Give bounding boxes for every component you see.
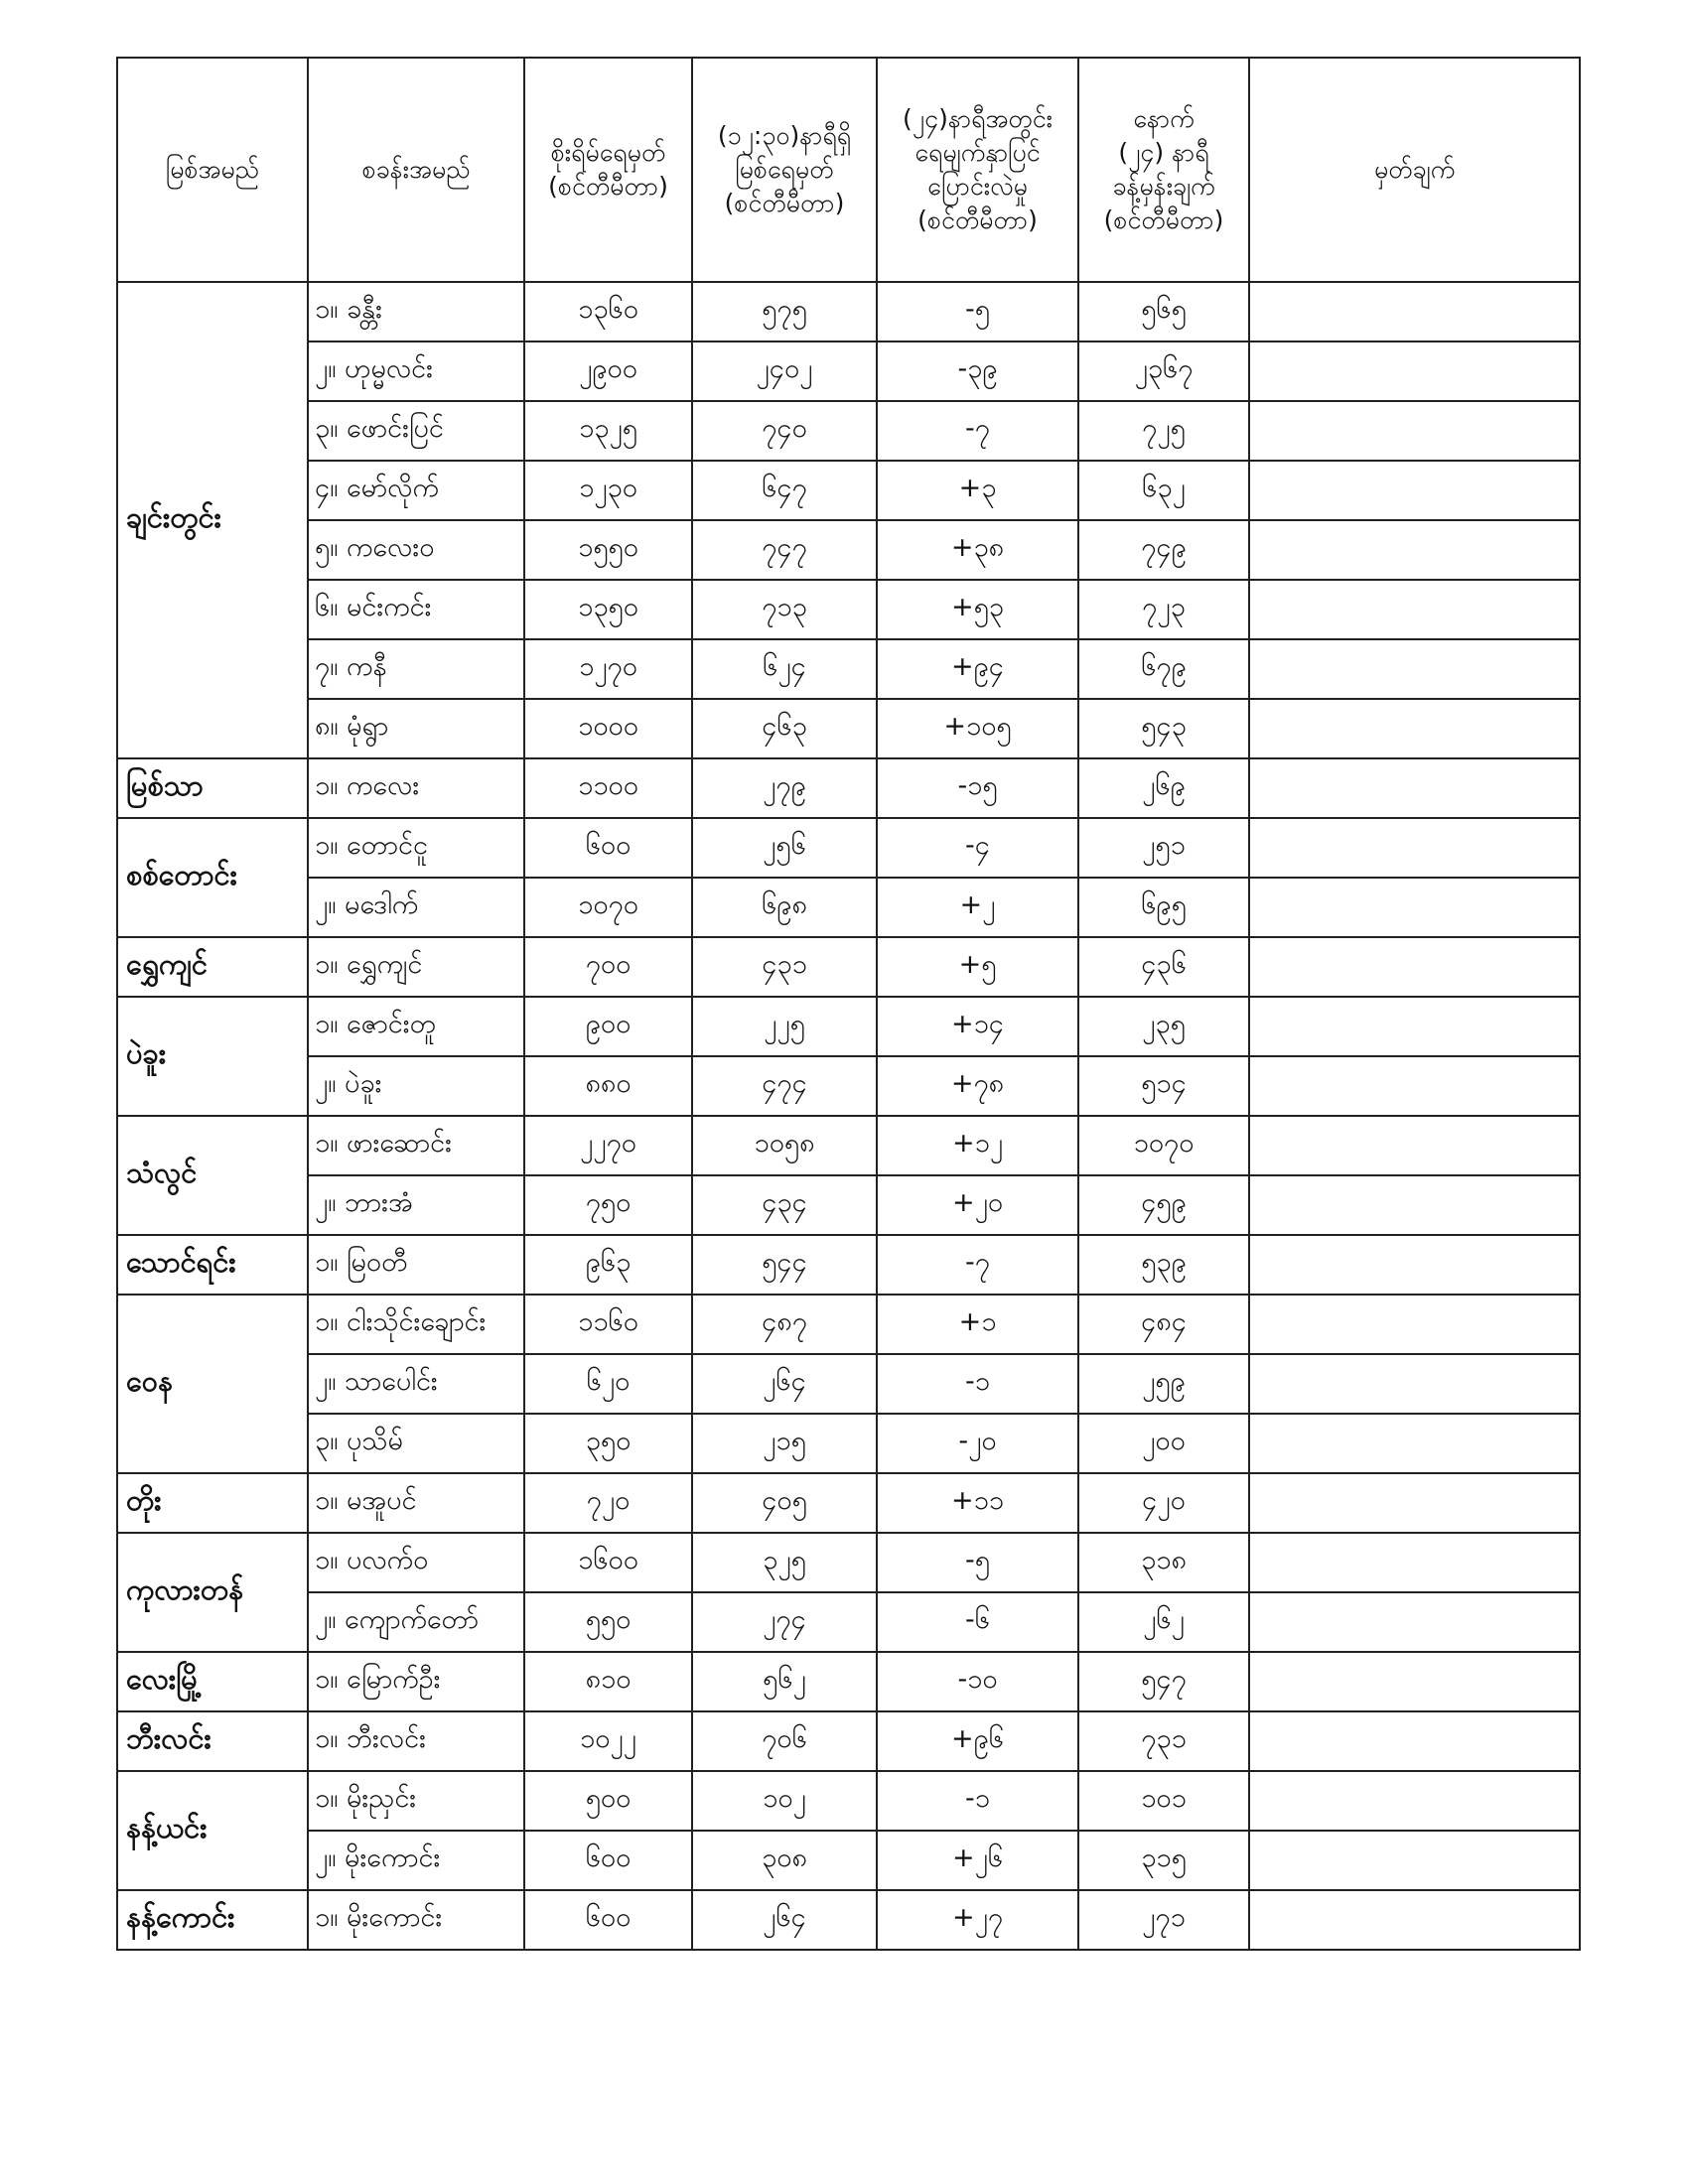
danger-level-cell: ၁၃၆၀ [524, 282, 692, 341]
table-row [117, 461, 1580, 520]
change-cell: +၁ [877, 1295, 1078, 1354]
forecast-cell: ၆၃၂ [1078, 461, 1249, 520]
header-station: စခန်းအမည် [308, 58, 524, 282]
table-row [117, 282, 1580, 341]
station-name-cell: ၁။ ကလေး [308, 758, 524, 818]
remarks-cell [1249, 1652, 1580, 1711]
danger-level-cell: ၉၆၃ [524, 1235, 692, 1295]
current-level-cell: ၂၇၉ [692, 758, 877, 818]
remarks-cell [1249, 1890, 1580, 1950]
remarks-cell [1249, 580, 1580, 639]
remarks-cell [1249, 1414, 1580, 1473]
forecast-cell: ၇၃၁ [1078, 1711, 1249, 1771]
remarks-cell [1249, 1175, 1580, 1235]
remarks-cell [1249, 1533, 1580, 1592]
forecast-cell: ၂၇၁ [1078, 1890, 1249, 1950]
change-cell: +၉၄ [877, 639, 1078, 699]
current-level-cell: ၇၄၇ [692, 520, 877, 580]
current-level-cell: ၄၈၇ [692, 1295, 877, 1354]
station-name-cell: ၁။ ပလက်ဝ [308, 1533, 524, 1592]
remarks-cell [1249, 1771, 1580, 1831]
header-remarks: မှတ်ချက် [1249, 58, 1580, 282]
change-cell: -၂၀ [877, 1414, 1078, 1473]
table-row [117, 1473, 1580, 1533]
table-row [117, 580, 1580, 639]
station-name-cell: ၁။ ရွှေကျင် [308, 937, 524, 997]
forecast-cell: ၃၁၅ [1078, 1831, 1249, 1890]
danger-level-cell: ၅၅၀ [524, 1592, 692, 1652]
current-level-cell: ၂၁၅ [692, 1414, 877, 1473]
table-row [117, 1354, 1580, 1414]
header-24h-change: (၂၄)နာရီအတွင်း ရေမျက်နှာပြင် ပြောင်းလဲမှု (စင်တီမီတာ) [877, 58, 1078, 282]
change-cell: +၉၆ [877, 1711, 1078, 1771]
forecast-cell: ၃၁၈ [1078, 1533, 1249, 1592]
remarks-cell [1249, 401, 1580, 461]
table-row [117, 1175, 1580, 1235]
remarks-cell [1249, 341, 1580, 401]
current-level-cell: ၂၄၀၂ [692, 341, 877, 401]
forecast-cell: ၂၀၀ [1078, 1414, 1249, 1473]
remarks-cell [1249, 699, 1580, 758]
current-level-cell: ၂၇၄ [692, 1592, 877, 1652]
current-level-cell: ၆၄၇ [692, 461, 877, 520]
danger-level-cell: ၁၁၆၀ [524, 1295, 692, 1354]
table-row [117, 1831, 1580, 1890]
station-name-cell: ၂။ မဒေါက် [308, 878, 524, 937]
river-name-cell: ပဲခူး [117, 997, 308, 1116]
danger-level-cell: ၁၂၇၀ [524, 639, 692, 699]
change-cell: -၅ [877, 282, 1078, 341]
forecast-cell: ၅၄၇ [1078, 1652, 1249, 1711]
river-name-cell: မြစ်သာ [117, 758, 308, 818]
change-cell: +၅၃ [877, 580, 1078, 639]
current-level-cell: ၆၂၄ [692, 639, 877, 699]
header-forecast: နောက် (၂၄) နာရီ ခန့်မှန်းချက် (စင်တီမီတာ) [1078, 58, 1249, 282]
danger-level-cell: ၁၀၂၂ [524, 1711, 692, 1771]
forecast-cell: ၅၆၅ [1078, 282, 1249, 341]
forecast-cell: ၅၄၃ [1078, 699, 1249, 758]
change-cell: -၆ [877, 1592, 1078, 1652]
forecast-cell: ၆၇၉ [1078, 639, 1249, 699]
danger-level-cell: ၇၅၀ [524, 1175, 692, 1235]
danger-level-cell: ၁၂၃၀ [524, 461, 692, 520]
change-cell: -၁ [877, 1771, 1078, 1831]
current-level-cell: ၅၇၅ [692, 282, 877, 341]
table-row [117, 1414, 1580, 1473]
header-row [117, 58, 1580, 282]
table-row [117, 1235, 1580, 1295]
current-level-cell: ၂၅၆ [692, 818, 877, 878]
table-row [117, 818, 1580, 878]
current-level-cell: ၄၆၃ [692, 699, 877, 758]
station-name-cell: ၁။ ဖားဆောင်း [308, 1116, 524, 1175]
table-row [117, 1652, 1580, 1711]
danger-level-cell: ၇၂၀ [524, 1473, 692, 1533]
table-row [117, 758, 1580, 818]
danger-level-cell: ၈၁၀ [524, 1652, 692, 1711]
forecast-cell: ၂၃၆၇ [1078, 341, 1249, 401]
change-cell: -၅ [877, 1533, 1078, 1592]
table-row [117, 1890, 1580, 1950]
remarks-cell [1249, 1711, 1580, 1771]
table-row [117, 878, 1580, 937]
table-row [117, 699, 1580, 758]
danger-level-cell: ၃၅၀ [524, 1414, 692, 1473]
remarks-cell [1249, 1295, 1580, 1354]
change-cell: -၇ [877, 1235, 1078, 1295]
forecast-cell: ၄၃၆ [1078, 937, 1249, 997]
forecast-cell: ၁၀၇၀ [1078, 1116, 1249, 1175]
current-level-cell: ၆၉၈ [692, 878, 877, 937]
remarks-cell [1249, 937, 1580, 997]
current-level-cell: ၁၀၂ [692, 1771, 877, 1831]
danger-level-cell: ၁၁၀၀ [524, 758, 692, 818]
station-name-cell: ၅။ ကလေးဝ [308, 520, 524, 580]
change-cell: +၂၆ [877, 1831, 1078, 1890]
change-cell: +၃၈ [877, 520, 1078, 580]
change-cell: -၃၉ [877, 341, 1078, 401]
station-name-cell: ၁။ မိုးကောင်း [308, 1890, 524, 1950]
station-name-cell: ၁။ ဘီးလင်း [308, 1711, 524, 1771]
forecast-cell: ၄၂၀ [1078, 1473, 1249, 1533]
danger-level-cell: ၁၅၅၀ [524, 520, 692, 580]
danger-level-cell: ၁၃၅၀ [524, 580, 692, 639]
danger-level-cell: ၆၀၀ [524, 818, 692, 878]
forecast-cell: ၄၈၄ [1078, 1295, 1249, 1354]
river-name-cell: ဘီးလင်း [117, 1711, 308, 1771]
remarks-cell [1249, 878, 1580, 937]
table-row [117, 1116, 1580, 1175]
current-level-cell: ၄၀၅ [692, 1473, 877, 1533]
current-level-cell: ၁၀၅၈ [692, 1116, 877, 1175]
forecast-cell: ၄၅၉ [1078, 1175, 1249, 1235]
remarks-cell [1249, 1354, 1580, 1414]
table-row [117, 1295, 1580, 1354]
forecast-cell: ၅၃၉ [1078, 1235, 1249, 1295]
table-row [117, 1771, 1580, 1831]
river-name-cell: သံလွင် [117, 1116, 308, 1235]
table-row [117, 341, 1580, 401]
forecast-cell: ၂၃၅ [1078, 997, 1249, 1056]
danger-level-cell: ၁၆၀၀ [524, 1533, 692, 1592]
table-row [117, 1592, 1580, 1652]
current-level-cell: ၄၇၄ [692, 1056, 877, 1116]
river-name-cell: နန့်ယင်း [117, 1771, 308, 1890]
danger-level-cell: ၈၈၀ [524, 1056, 692, 1116]
remarks-cell [1249, 282, 1580, 341]
remarks-cell [1249, 461, 1580, 520]
current-level-cell: ၂၆၄ [692, 1890, 877, 1950]
remarks-cell [1249, 1473, 1580, 1533]
forecast-cell: ၂၅၁ [1078, 818, 1249, 878]
river-name-cell: ကုလားတန် [117, 1533, 308, 1652]
forecast-cell: ၆၉၅ [1078, 878, 1249, 937]
forecast-cell: ၇၂၃ [1078, 580, 1249, 639]
danger-level-cell: ၅၀၀ [524, 1771, 692, 1831]
table-row [117, 520, 1580, 580]
table-row [117, 639, 1580, 699]
forecast-cell: ၁၀၁ [1078, 1771, 1249, 1831]
current-level-cell: ၇၀၆ [692, 1711, 877, 1771]
change-cell: -၄ [877, 818, 1078, 878]
current-level-cell: ၅၆၂ [692, 1652, 877, 1711]
remarks-cell [1249, 639, 1580, 699]
station-name-cell: ၃။ ဖောင်းပြင် [308, 401, 524, 461]
change-cell: +၁၀၅ [877, 699, 1078, 758]
river-name-cell: ဝေန [117, 1295, 308, 1473]
forecast-cell: ၇၄၉ [1078, 520, 1249, 580]
table-row [117, 401, 1580, 461]
change-cell: -၁၀ [877, 1652, 1078, 1711]
current-level-cell: ၄၃၄ [692, 1175, 877, 1235]
station-name-cell: ၂။ ပဲခူး [308, 1056, 524, 1116]
current-level-cell: ၇၁၃ [692, 580, 877, 639]
remarks-cell [1249, 520, 1580, 580]
danger-level-cell: ၆၂၀ [524, 1354, 692, 1414]
danger-level-cell: ၁၀၀၀ [524, 699, 692, 758]
station-name-cell: ၁။ မြဝတီ [308, 1235, 524, 1295]
station-name-cell: ၁။ မအူပင် [308, 1473, 524, 1533]
danger-level-cell: ၇၀၀ [524, 937, 692, 997]
header-river: မြစ်အမည် [117, 58, 308, 282]
station-name-cell: ၁။ ဇောင်းတူ [308, 997, 524, 1056]
station-name-cell: ၁။ မိုးညှင်း [308, 1771, 524, 1831]
station-name-cell: ၈။ မုံရွာ [308, 699, 524, 758]
station-name-cell: ၄။ မော်လိုက် [308, 461, 524, 520]
current-level-cell: ၃၂၅ [692, 1533, 877, 1592]
water-level-table [116, 57, 1581, 1951]
table-row [117, 1711, 1580, 1771]
current-level-cell: ၄၃၁ [692, 937, 877, 997]
danger-level-cell: ၆၀၀ [524, 1831, 692, 1890]
remarks-cell [1249, 1056, 1580, 1116]
change-cell: -၁၅ [877, 758, 1078, 818]
header-current-level: (၁၂:၃၀)နာရီရှိ မြစ်ရေမှတ် (စင်တီမီတာ) [692, 58, 877, 282]
station-name-cell: ၁။ ခန္တီး [308, 282, 524, 341]
current-level-cell: ၂၂၅ [692, 997, 877, 1056]
remarks-cell [1249, 997, 1580, 1056]
station-name-cell: ၇။ ကနီ [308, 639, 524, 699]
danger-level-cell: ၆၀၀ [524, 1890, 692, 1950]
table-row [117, 997, 1580, 1056]
change-cell: +၅ [877, 937, 1078, 997]
change-cell: -၇ [877, 401, 1078, 461]
forecast-cell: ၂၆၉ [1078, 758, 1249, 818]
change-cell: +၃ [877, 461, 1078, 520]
river-name-cell: နန့်ကောင်း [117, 1890, 308, 1950]
station-name-cell: ၁။ ငါးသိုင်းချောင်း [308, 1295, 524, 1354]
station-name-cell: ၆။ မင်းကင်း [308, 580, 524, 639]
remarks-cell [1249, 1831, 1580, 1890]
station-name-cell: ၂။ ဘားအံ [308, 1175, 524, 1235]
change-cell: +၂၇ [877, 1890, 1078, 1950]
remarks-cell [1249, 818, 1580, 878]
table-row [117, 1056, 1580, 1116]
danger-level-cell: ၉၀၀ [524, 997, 692, 1056]
station-name-cell: ၂။ ကျောက်တော် [308, 1592, 524, 1652]
river-name-cell: တိုး [117, 1473, 308, 1533]
danger-level-cell: ၂၉၀၀ [524, 341, 692, 401]
forecast-cell: ၇၂၅ [1078, 401, 1249, 461]
danger-level-cell: ၁၃၂၅ [524, 401, 692, 461]
change-cell: +၁၁ [877, 1473, 1078, 1533]
current-level-cell: ၃၀၈ [692, 1831, 877, 1890]
forecast-cell: ၂၆၂ [1078, 1592, 1249, 1652]
table-body [117, 282, 1580, 1950]
station-name-cell: ၃။ ပုသိမ် [308, 1414, 524, 1473]
danger-level-cell: ၂၂၇၀ [524, 1116, 692, 1175]
water-level-report [116, 57, 1579, 1951]
river-name-cell: ရွှေကျင် [117, 937, 308, 997]
station-name-cell: ၁။ မြောက်ဦး [308, 1652, 524, 1711]
change-cell: +၁၄ [877, 997, 1078, 1056]
header-danger-level: စိုးရိမ်ရေမှတ် (စင်တီမီတာ) [524, 58, 692, 282]
danger-level-cell: ၁၀၇၀ [524, 878, 692, 937]
station-name-cell: ၁။ တောင်ငူ [308, 818, 524, 878]
change-cell: +၇၈ [877, 1056, 1078, 1116]
remarks-cell [1249, 1235, 1580, 1295]
current-level-cell: ၂၆၄ [692, 1354, 877, 1414]
river-name-cell: စစ်တောင်း [117, 818, 308, 937]
change-cell: +၁၂ [877, 1116, 1078, 1175]
remarks-cell [1249, 1592, 1580, 1652]
remarks-cell [1249, 758, 1580, 818]
change-cell: -၁ [877, 1354, 1078, 1414]
forecast-cell: ၅၁၄ [1078, 1056, 1249, 1116]
table-row [117, 1533, 1580, 1592]
river-name-cell: ချင်းတွင်း [117, 282, 308, 758]
river-name-cell: လေးမြို့ [117, 1652, 308, 1711]
table-row [117, 937, 1580, 997]
change-cell: +၂၀ [877, 1175, 1078, 1235]
change-cell: +၂ [877, 878, 1078, 937]
current-level-cell: ၅၄၄ [692, 1235, 877, 1295]
station-name-cell: ၂။ သာပေါင်း [308, 1354, 524, 1414]
river-name-cell: သောင်ရင်း [117, 1235, 308, 1295]
remarks-cell [1249, 1116, 1580, 1175]
station-name-cell: ၂။ ဟုမ္မလင်း [308, 341, 524, 401]
current-level-cell: ၇၄၀ [692, 401, 877, 461]
forecast-cell: ၂၅၉ [1078, 1354, 1249, 1414]
station-name-cell: ၂။ မိုးကောင်း [308, 1831, 524, 1890]
